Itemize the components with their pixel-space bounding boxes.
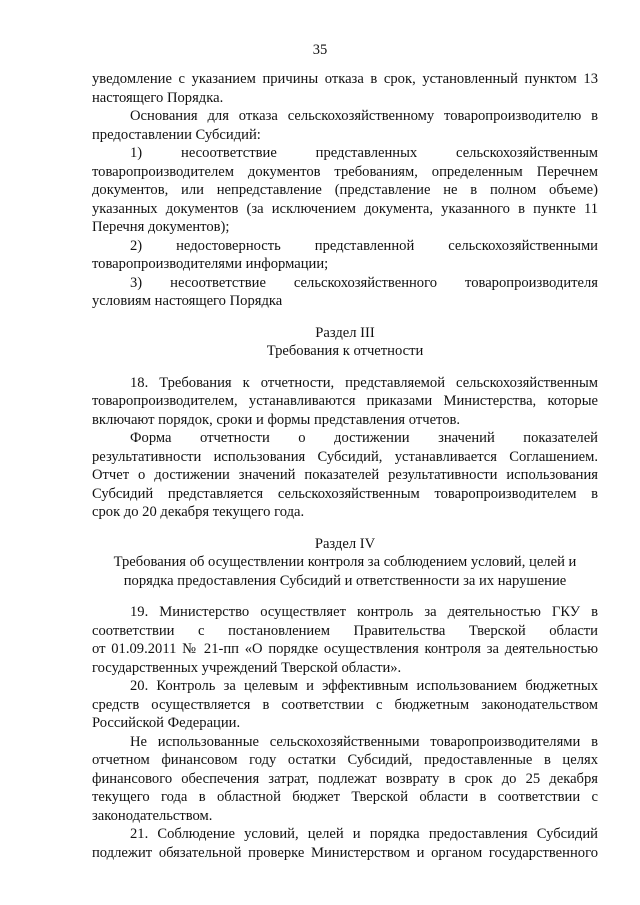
text-line: срок до 20 декабря текущего года.	[92, 504, 305, 520]
text-line: настоящего Порядка.	[92, 89, 224, 106]
text-line: соответствии с постановлением Правительства Тверской области	[92, 622, 598, 639]
text-line: условиям настоящего Порядка	[92, 293, 283, 309]
list-item-1: 1) несоответствие представленных сельскохозяйственным	[130, 145, 598, 161]
text-line: товаропроизводителем документов требованиям, определенным Перечнем	[92, 163, 598, 180]
text-line: Российской Федерации.	[92, 715, 241, 731]
section-title: Раздел III	[315, 324, 375, 341]
text-line: Не использованные сельскохозяйственными товаропроизводителями в	[130, 733, 598, 750]
text-line: уведомление с указанием причины отказа в срок, установленный пунктом 13	[92, 71, 598, 87]
section-subtitle: порядка предоставления Субсидий и ответственности за их нарушение	[123, 572, 567, 589]
text-line: Форма отчетности о достижении значений показателей	[130, 430, 598, 446]
section-subtitle: Требования к отчетности	[266, 343, 424, 359]
paragraph-18: 18. Требования к отчетности, представляемой сельскохозяйственным	[130, 374, 598, 391]
list-item-2: 2) недостоверность представленной сельскохозяйственными	[130, 237, 598, 254]
text-line: Отчет о достижении значений показателей результативности использования	[92, 467, 598, 483]
text-line: указанных документов (за исключением документа, указанного в пункте 11	[92, 200, 598, 217]
text-line: товаропроизводителем, устанавливаются приказами Министерства, которые	[92, 393, 598, 409]
text-line: от 01.09.2011 № 21-пп «О порядке осуществления контроля за деятельностью	[92, 641, 598, 657]
paragraph-19: 19. Министерство осуществляет контроль за деятельностью ГКУ в	[130, 604, 598, 620]
text-line: государственных учреждений Тверской области».	[92, 659, 402, 676]
text-line: отчетном финансовом году остатки Субсидий, предоставленные в целях	[92, 752, 598, 768]
text-line: включают порядок, сроки и формы представления отчетов.	[92, 411, 461, 428]
text-line: законодательством.	[92, 807, 213, 824]
text-line: Субсидий представляется сельскохозяйственным товаропроизводителем в	[92, 485, 598, 502]
document-body	[92, 70, 598, 862]
text-line: средств осуществляется в соответствии с бюджетным законодательством	[92, 696, 598, 713]
text-line: результативности использования Субсидий, устанавливается Соглашением.	[92, 448, 598, 465]
text-line: Основания для отказа сельскохозяйственному товаропроизводителю в	[130, 108, 598, 124]
text-line: товаропроизводителями информации;	[92, 256, 329, 272]
text-line: Перечня документов);	[92, 219, 230, 235]
text-line: финансового обеспечения затрат, подлежат возврату в срок до 25 декабря	[92, 770, 598, 787]
list-item-3: 3) несоответствие сельскохозяйственного товаропроизводителя	[130, 274, 598, 291]
page-number: 35	[312, 42, 328, 58]
text-line: подлежит обязательной проверке Министерством и органом государственного	[92, 844, 598, 861]
paragraph-20: 20. Контроль за целевым и эффективным использованием бюджетных	[130, 678, 598, 694]
paragraph-21: 21. Соблюдение условий, целей и порядка предоставления Субсидий	[130, 826, 598, 842]
text-line: документов, или непредставление (представление не в полном объеме)	[92, 182, 598, 198]
text-line: предоставлении Субсидий:	[92, 126, 261, 143]
text-line: текущего года в областной бюджет Тверской области в соответствии с	[92, 789, 598, 805]
section-title: Раздел IV	[314, 535, 376, 552]
section-subtitle: Требования об осуществлении контроля за соблюдением условий, целей и	[113, 554, 577, 570]
